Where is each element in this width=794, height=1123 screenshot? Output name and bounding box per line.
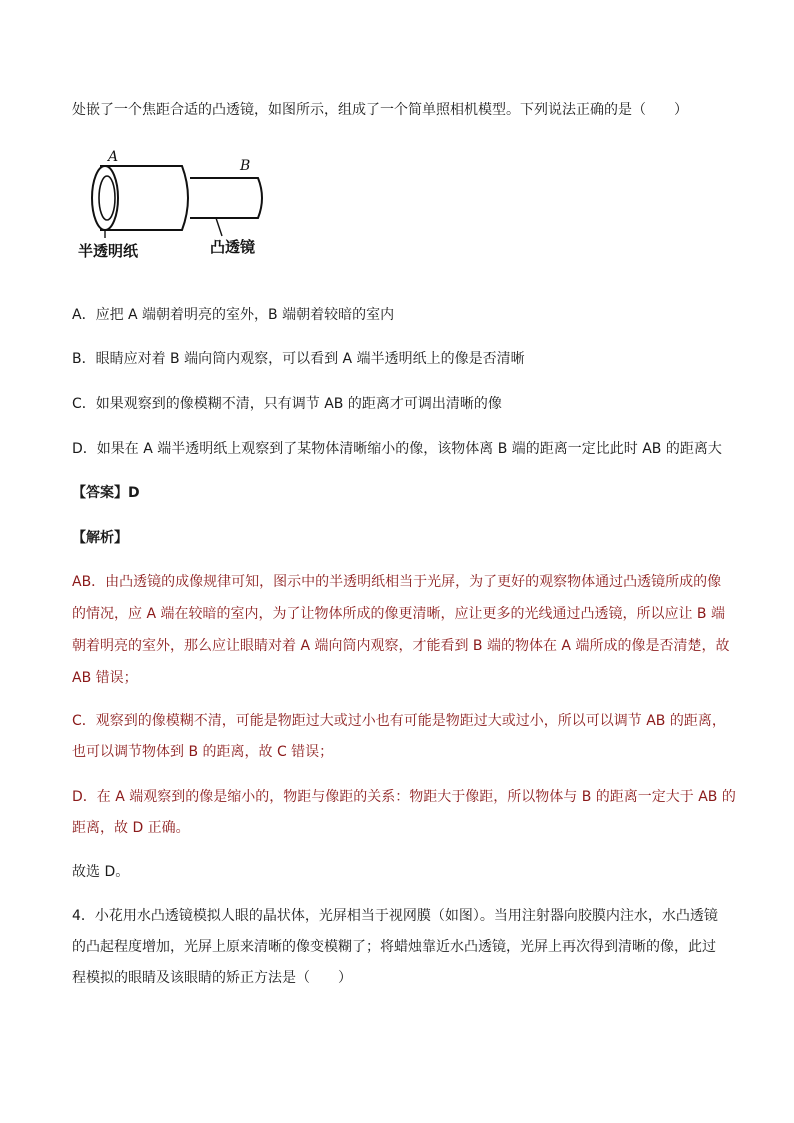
caption-convex-lens: 凸透镜 <box>210 238 256 256</box>
analysis-heading: 【解析】 <box>72 530 128 546</box>
camera-model-figure <box>72 148 282 263</box>
option-d: D．如果在 A 端半透明纸上观察到了某物体清晰缩小的像，该物体离 B 端的距离一定比此时 AB 的距离大 <box>72 441 722 457</box>
answer: 【答案】D <box>72 485 140 501</box>
question4-line2: 的凸起程度增加，光屏上原来清晰的像变模糊了；将蜡烛靠近水凸透镜，光屏上再次得到清晰的像，此过 <box>72 939 716 955</box>
analysis-conclusion: 故选 D。 <box>72 864 130 880</box>
analysis-p3-line1: D．在 A 端观察到的像是缩小的，物距与像距的关系：物距大于像距，所以物体与 B 的距离一定大于 AB 的 <box>72 789 736 805</box>
label-b: B <box>240 158 251 174</box>
analysis-p2-line1: C．观察到的像模糊不清，可能是物距过大或过小也有可能是物距过大或过小，所以可以调节 AB 的距离， <box>72 713 726 729</box>
analysis-p1-line2: 的情况，应 A 端在较暗的室内，为了让物体所成的像更清晰，应让更多的光线通过凸透镜，所以应让 B 端 <box>72 606 725 622</box>
question-intro: 处嵌了一个焦距合适的凸透镜，如图所示，组成了一个简单照相机模型。下列说法正确的是（ ） <box>72 102 688 118</box>
option-b: B．眼睛应对着 B 端向筒内观察，可以看到 A 端半透明纸上的像是否清晰 <box>72 351 525 367</box>
label-a: A <box>108 149 119 165</box>
analysis-p2-line2: 也可以调节物体到 B 的距离，故 C 错误； <box>72 744 334 760</box>
camera-model-diagram <box>72 148 282 263</box>
option-a: A．应把 A 端朝着明亮的室外，B 端朝着较暗的室内 <box>72 307 395 323</box>
question4-line1: 4．小花用水凸透镜模拟人眼的晶状体，光屏相当于视网膜（如图）。当用注射器向胶膜内注水，水凸透镜 <box>72 908 718 924</box>
caption-semi-transparent-paper: 半透明纸 <box>78 242 139 260</box>
analysis-p1-line1: AB．由凸透镜的成像规律可知，图示中的半透明纸相当于光屏，为了更好的观察物体通过凸透镜所成的像 <box>72 574 722 590</box>
question4-line3: 程模拟的眼睛及该眼睛的矫正方法是（ ） <box>72 970 352 986</box>
analysis-p3-line2: 距离，故 D 正确。 <box>72 820 190 836</box>
analysis-p1-line3: 朝着明亮的室外，那么应让眼睛对着 A 端向筒内观察，才能看到 B 端的物体在 A 端所成的像是否清楚，故 <box>72 638 730 654</box>
option-c: C．如果观察到的像模糊不清，只有调节 AB 的距离才可调出清晰的像 <box>72 396 502 412</box>
analysis-p1-line4: AB 错误； <box>72 670 138 686</box>
